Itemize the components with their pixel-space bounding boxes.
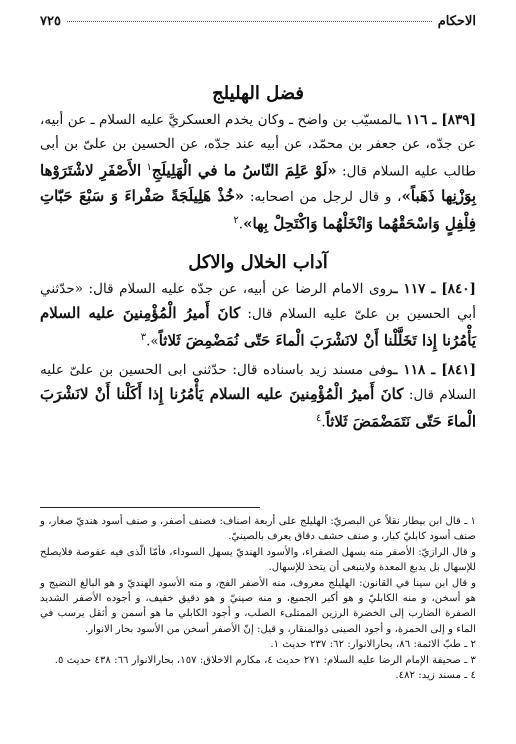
entry-end: .: [321, 414, 326, 431]
footnote-ref: ٣: [140, 332, 147, 344]
narration-text: ، و قال لرجل من اصحابه:: [249, 188, 402, 205]
running-header: [40, 14, 476, 29]
hadith-text: كانَ أَميرُ الْمُؤْمِنينَ عليه السلام يَأْمُرُنا إِذا أَكَلْنا أَنْ لانَشْرَبَ الْماءَ حَتّى نَتَمَضْمَضَ ثَلاثاً: [40, 384, 476, 431]
entry-number: [٨٤٠] ـ ١١٧ ـ: [393, 281, 476, 298]
hadith-text: كانَ أَميرُ الْمُؤْمِنينَ عليه السلام يَأْمُرُنا إِذا تَخَلَّلْنا أَنْ لانَشْرَبَ الْماءَ حَتّى نُمَضْمِضَ ثَلاثاً: [40, 304, 476, 350]
entry-end: .: [238, 216, 244, 233]
hadith-text: الأَصْفَرِ لاشْتَرَوْها بِوَزْنِها ذَهَباً»: [40, 161, 476, 205]
hadith-text: «لَوْ عَلِمَ النّاسُ ما في الْهَلِيلَجِ: [151, 161, 337, 180]
footnote-ref: ٢: [233, 214, 239, 226]
entry-end: ».: [146, 333, 159, 350]
hadith-entry-839: [40, 108, 476, 236]
footnote-1-razi: و قال الرازيّ: الأصفر منه يسهل الصفراء، والأسود الهنديّ يسهل السوداء، فأمّا الّذى فيه عفوصة فلايصلح للإسهال بل يدبغ المعدة ولاينبغى أن يتخذ للإسهال.: [40, 546, 476, 574]
narration-chain: روى الامام الرضا عن أبيه، عن جدّه عليه السلام قال: «حدّثني أبي الحسين بن علىّ عليه السلام قال:: [40, 281, 476, 323]
narration-chain: وفى مسند زيد باسناده قال: حدّثنى ابى الحسين بن علىّ عليه السلام قال:: [40, 361, 476, 403]
narration-chain: المسيّب بن واضح ـ وكان يخدم العسكريَّ عليه السلام ـ عن أبيه، عن جدّه، عن جعفر بن محمّد، عن أبيه عند جدّه، عن الحسين بن علىّ بن أبى طالب عليه السلام قال:: [40, 112, 477, 180]
entry-number: [٨٣٩] ـ ١١٦ ـ: [396, 112, 476, 128]
footnote-ref: ١: [146, 162, 152, 173]
page-number: ٧٢٥: [40, 14, 61, 29]
footnote-1-ibn-sina: و قال ابن سينا في القانون: الهليلج معروف، منه الأصفر الفج، و منه الأسود الهنديّ و هو البالغ النضيج و هو أسخن، و منه الكابليّ و هو أكبر الجميع، و منه صينيّ و هو دقيق خفيف، و أجوده الأصفر الشديد الصفرة الضارب إلى الخضرة الرزين الممتلىء الصلب، و أجود الكابلي ما هو أسمن و أثقل يرسب في الماء و إلى الحمرة، و أجود الصينى ذوالمنقار، و قيل: إنّ الأصفر أسخن من الأسود بحار الانوار.: [40, 577, 476, 635]
footnotes: [40, 514, 476, 683]
footnote-separator: [40, 507, 260, 508]
hadith-text: «خُذْ هَلِيلَجَةً صَفْراءَ وَ سَبْعَ حَبّاتِ فِلْفِلٍ وَاسْحَقْهُما وَانْخَلْهُما وَاكْتَحِلْ بِها»: [40, 186, 476, 233]
section-heading-haliljah: فضل الهليلج: [212, 83, 304, 104]
entry-number: [٨٤١] ـ ١١٨ ـ: [393, 361, 477, 378]
dotted-leader: [67, 21, 432, 22]
footnote-ref: ٤: [315, 412, 322, 424]
section-heading-table-manners: آداب الخلال والاكل: [188, 252, 328, 274]
footnote-3: ٣ ـ صحيفة الإمام الرضا عليه السلام: ٢٧١ حديث ٤، مكارم الاخلاق: ١٥٧، بحارالانوار ٦٦: ٤٣٨ حديث ٥.: [54, 654, 476, 666]
footnote-2: ٢ ـ طبّ الائمة: ٨٦، بحارالانوار: ٦٢: ٢٣٧ حديث ١.: [270, 639, 476, 651]
hadith-entry-841: [40, 358, 476, 435]
hadith-entry-840: [40, 277, 476, 354]
footnote-1: ١ ـ قال ابن بيطار نقلاً عن البصريّ: الهليلج على أربعة اصناف: فصنف أصفر، و صنف أسود هنديّ صغار، و صنف أسود كابليّ كبار، و صنف حشف دقاق يعرف بالصينيّ.: [40, 516, 476, 543]
chapter-title: الاحكام: [437, 14, 476, 29]
footnote-4: ٤ ـ مسند زيد: ٤٨٢.: [395, 670, 476, 682]
